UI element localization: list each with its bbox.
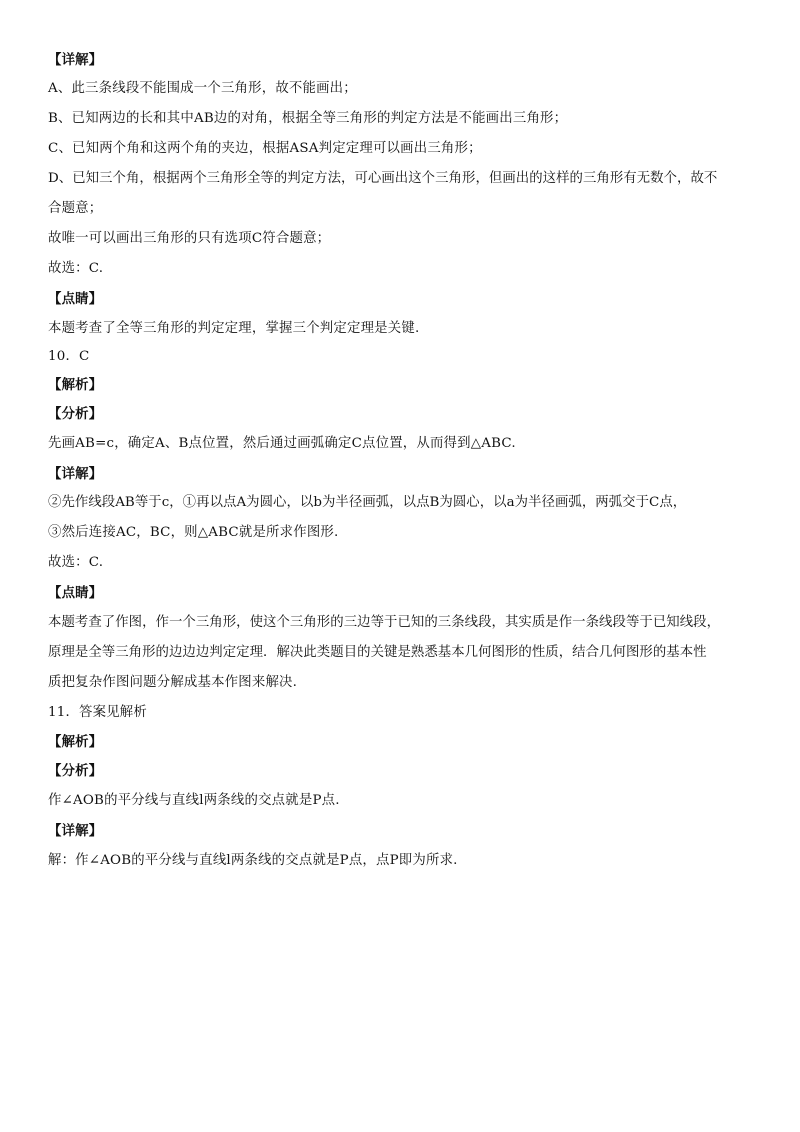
section-heading-analyze: 【分析】 bbox=[48, 406, 103, 422]
answer-line: 合题意； bbox=[48, 201, 103, 216]
section-heading-remark: 【点睛】 bbox=[48, 291, 103, 307]
answer-line: 故选：C. bbox=[48, 555, 104, 570]
section-heading-remark: 【点睛】 bbox=[48, 585, 103, 601]
answer-line: D、已知三个角，根据两个三角形全等的判定方法，可心画出这个三角形，但画出的这样的三角形有无数个，故不 bbox=[48, 171, 718, 186]
answer-line: A、此三条线段不能围成一个三角形，故不能画出； bbox=[48, 81, 357, 96]
answer-line: 本题考查了作图，作一个三角形，使这个三角形的三边等于已知的三条线段，其实质是作一条线段等于已知线段， bbox=[48, 615, 721, 630]
section-heading-analysis: 【解析】 bbox=[48, 734, 103, 750]
section-heading-detail: 【详解】 bbox=[48, 823, 103, 839]
answer-line: 原理是全等三角形的边边边判定定理．解决此类题目的关键是熟悉基本几何图形的性质，结合几何图形的基本性 bbox=[48, 645, 707, 660]
question-number: 11．答案见解析 bbox=[48, 705, 147, 720]
answer-line: 故唯一可以画出三角形的只有选项C符合题意； bbox=[48, 231, 331, 246]
answer-line: 解：作∠AOB的平分线与直线l两条线的交点就是P点，点P即为所求. bbox=[48, 853, 458, 868]
section-heading-analysis: 【解析】 bbox=[48, 377, 103, 393]
answer-line: 质把复杂作图问题分解成基本作图来解决. bbox=[48, 675, 298, 690]
answer-line: ③然后连接AC，BC，则△ABC就是所求作图形. bbox=[48, 525, 339, 540]
answer-line: B、已知两边的长和其中AB边的对角，根据全等三角形的判定方法是不能画出三角形； bbox=[48, 111, 568, 126]
section-heading-analyze: 【分析】 bbox=[48, 763, 103, 779]
section-heading-detail: 【详解】 bbox=[48, 52, 103, 68]
question-number: 10．C bbox=[48, 349, 90, 364]
section-heading-detail: 【详解】 bbox=[48, 466, 103, 482]
answer-line: ②先作线段AB等于c，①再以点A为圆心，以b为半径画弧，以点B为圆心，以a为半径画弧，两弧交于C点， bbox=[48, 495, 687, 510]
answer-line: 本题考查了全等三角形的判定定理，掌握三个判定定理是关键. bbox=[48, 321, 420, 336]
answer-line: 作∠AOB的平分线与直线l两条线的交点就是P点. bbox=[48, 793, 340, 808]
answer-line: 故选：C. bbox=[48, 261, 104, 276]
answer-line: 先画AB=c，确定A、B点位置，然后通过画弧确定C点位置，从而得到△ABC. bbox=[48, 436, 516, 451]
answer-line: C、已知两个角和这两个角的夹边，根据ASA判定定理可以画出三角形； bbox=[48, 141, 482, 156]
